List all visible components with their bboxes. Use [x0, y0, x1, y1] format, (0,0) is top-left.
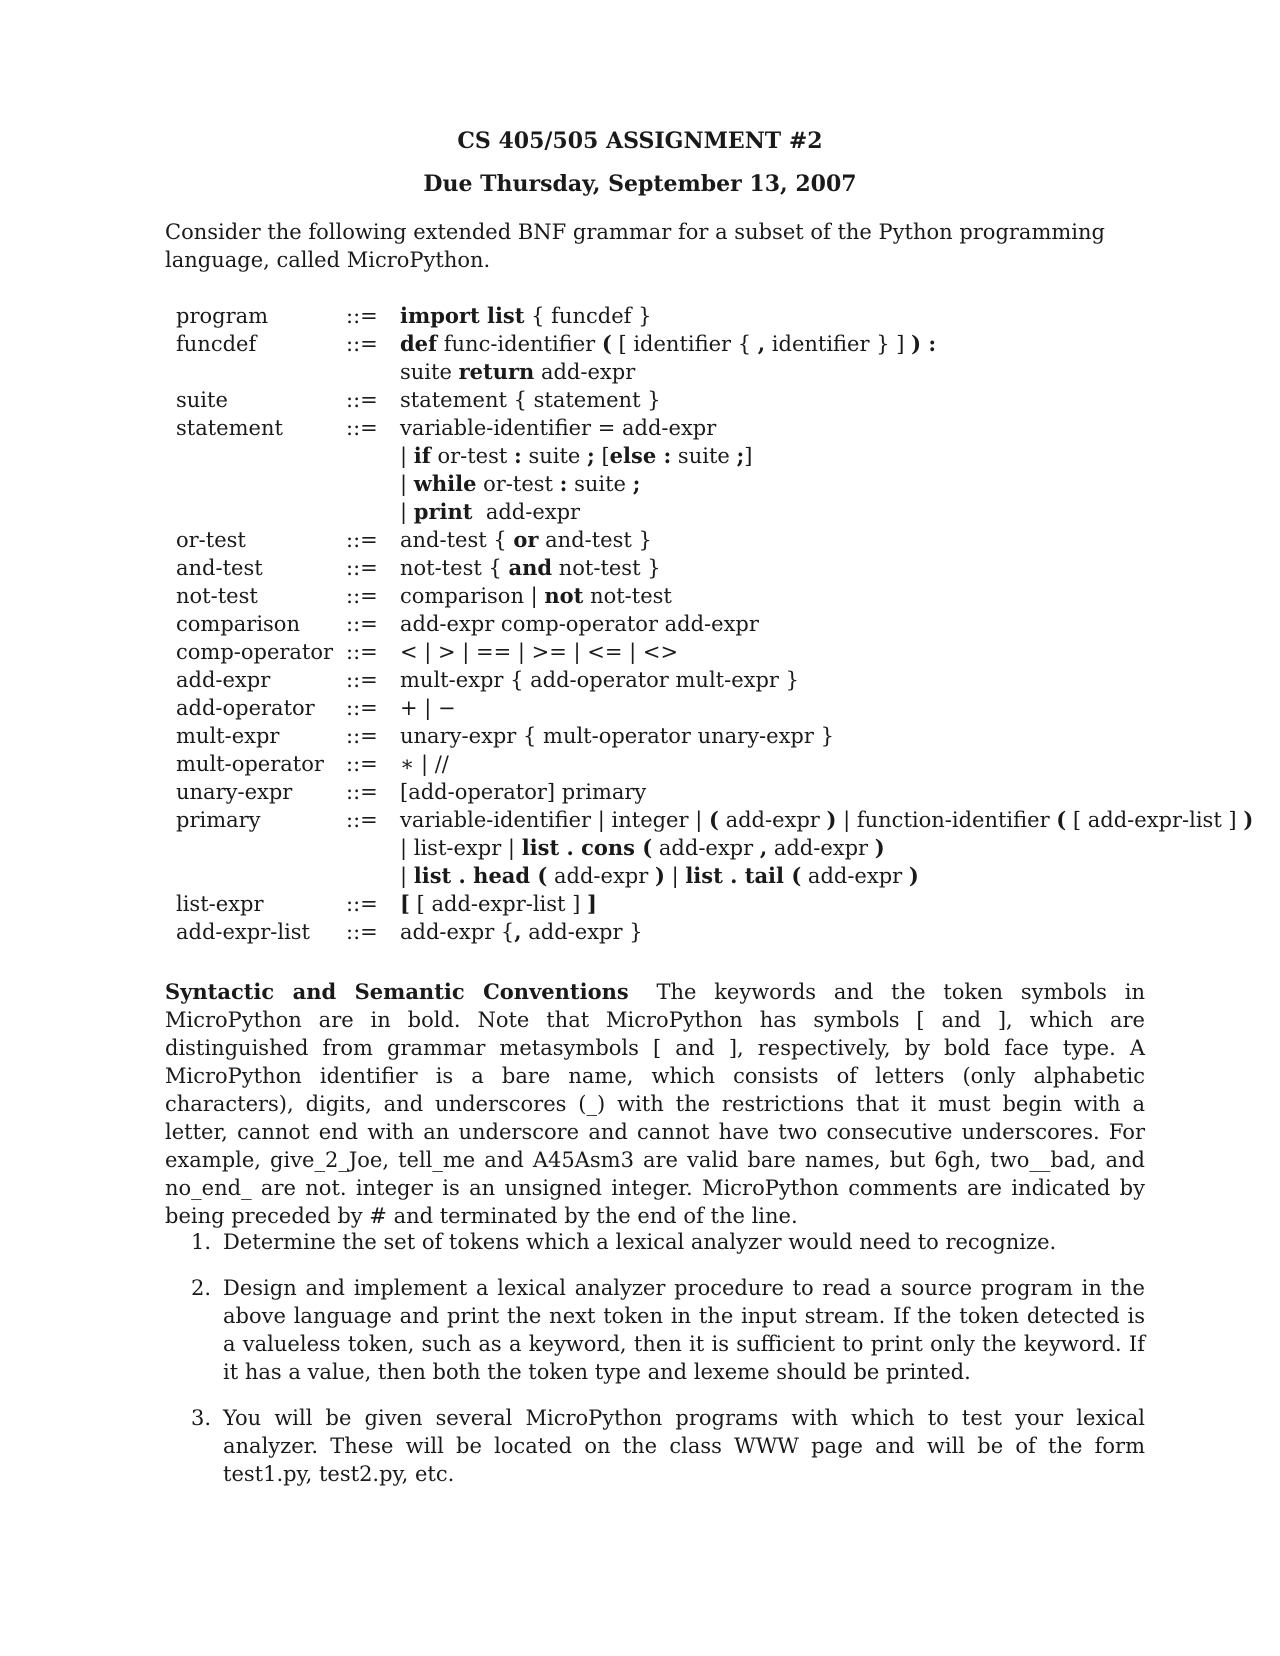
rule-separator: ::= [346, 612, 378, 636]
grammar-rule [176, 806, 1254, 834]
task-item [165, 1274, 1145, 1386]
production-text: add-expr { [400, 920, 515, 944]
rule-nonterminal: program [176, 304, 269, 328]
task-number: 1. [191, 1230, 212, 1254]
grammar-rule [176, 442, 1216, 470]
rule-separator: ::= [346, 304, 378, 328]
rule-separator: ::= [346, 808, 378, 832]
keyword-token: list . cons ( [521, 835, 653, 860]
rule-production [400, 694, 456, 722]
rule-production [400, 778, 646, 806]
grammar-rule [176, 498, 1216, 526]
production-text: [ [594, 444, 610, 468]
production-text: unary-expr { mult-operator unary-expr } [400, 724, 834, 748]
task-text: You will be given several MicroPython programs with which to test your lexical analyzer. These will be located on the class WWW page and will be of the form test1.py, test2.py, etc. [223, 1406, 1145, 1486]
production-text: func-identifier [437, 332, 602, 356]
rule-production [400, 330, 936, 358]
rule-separator: ::= [346, 696, 378, 720]
rule-nonterminal: add-operator [176, 696, 315, 720]
rule-production [400, 386, 661, 414]
grammar-rule [176, 470, 1216, 498]
production-text: not-test } [552, 556, 661, 580]
keyword-token: import list [400, 303, 525, 328]
keyword-token: list . tail ( [685, 863, 802, 888]
production-text: variable-identifier | integer | [400, 808, 709, 832]
keyword-token: [ [400, 891, 410, 916]
production-text: variable-identifier = add-expr [400, 416, 717, 440]
rule-nonterminal: mult-expr [176, 724, 280, 748]
rule-production [400, 890, 597, 918]
production-text: and-test } [538, 528, 652, 552]
rule-nonterminal: statement [176, 416, 283, 440]
rule-production [400, 722, 834, 750]
keyword-token: , [757, 331, 766, 356]
production-text: | [400, 444, 414, 468]
keyword-token: ( [601, 331, 612, 356]
keyword-token: list . head ( [413, 863, 548, 888]
rule-separator: ::= [346, 388, 378, 412]
production-text: or-test [476, 472, 560, 496]
production-text: and-test { [400, 528, 514, 552]
grammar-rule [176, 750, 1216, 778]
grammar-rule [176, 302, 1216, 330]
production-text: ] [744, 444, 753, 468]
keyword-token: ) [826, 807, 837, 832]
conventions-paragraph [165, 978, 1145, 1230]
rule-separator: ::= [346, 920, 378, 944]
keyword-token: while [413, 471, 477, 496]
production-text: add-expr } [521, 920, 643, 944]
rule-separator: ::= [346, 780, 378, 804]
production-text: { funcdef } [524, 304, 652, 328]
rule-production [400, 470, 640, 498]
production-text: add-expr [547, 864, 655, 888]
rule-nonterminal: not-test [176, 584, 258, 608]
production-text: ∗ | // [400, 752, 449, 776]
grammar-rule [176, 582, 1216, 610]
keyword-token: and [508, 555, 553, 580]
rule-separator: ::= [346, 584, 378, 608]
production-text: statement { statement } [400, 388, 661, 412]
grammar-rule [176, 890, 1216, 918]
keyword-token: ( [708, 807, 719, 832]
grammar-rule [176, 834, 1216, 862]
production-text: [ add-expr-list ] [409, 892, 588, 916]
rule-separator: ::= [346, 640, 378, 664]
task-text: Determine the set of tokens which a lexical analyzer would need to recognize. [223, 1230, 1057, 1254]
rule-production [400, 358, 635, 386]
keyword-token: ] [587, 891, 597, 916]
keyword-token: if [413, 443, 431, 468]
rule-nonterminal: list-expr [176, 892, 264, 916]
production-text: < | > | == | >= | <= | <> [400, 640, 679, 664]
production-text: suite [400, 360, 459, 384]
keyword-token: ( [1056, 807, 1067, 832]
rule-nonterminal: add-expr-list [176, 920, 310, 944]
production-text: | [664, 864, 686, 888]
due-date: Due Thursday, September 13, 2007 [423, 171, 857, 197]
task-text: Design and implement a lexical analyzer procedure to read a source program in the above language and print the next token in the input stream. If the token detected is a valueless token, such as a keyword, then it is sufficient to print only the keyword. If it has a value, then both the token type and lexeme should be printed. [223, 1276, 1145, 1384]
rule-production [400, 918, 643, 946]
rule-separator: ::= [346, 416, 378, 440]
keyword-token: def [400, 331, 438, 356]
production-text: add-expr [767, 836, 875, 860]
keyword-token: not [544, 583, 584, 608]
production-text: | function-identifier [836, 808, 1057, 832]
production-text: or-test [430, 444, 514, 468]
rule-nonterminal: or-test [176, 528, 246, 552]
production-text: | [400, 500, 414, 524]
rule-production [400, 498, 580, 526]
rule-separator: ::= [346, 332, 378, 356]
production-text: comparison | [400, 584, 545, 608]
production-text: add-expr [718, 808, 827, 832]
production-text: | [400, 864, 414, 888]
rule-nonterminal: comparison [176, 612, 300, 636]
rule-production [400, 806, 1253, 834]
task-list [165, 1228, 1145, 1506]
rule-production [400, 862, 919, 890]
grammar-rule [176, 694, 1216, 722]
production-text: not-test [583, 584, 672, 608]
intro-paragraph: Consider the following extended BNF grammar for a subset of the Python programming language, called MicroPython. [165, 220, 1105, 272]
rule-production [400, 554, 661, 582]
keyword-token: else : [609, 443, 672, 468]
rule-separator: ::= [346, 528, 378, 552]
grammar-rule [176, 666, 1216, 694]
grammar-rule [176, 330, 1216, 358]
conventions-heading: Syntactic and Semantic Conventions [165, 979, 629, 1004]
keyword-token: ) [654, 863, 665, 888]
rule-separator: ::= [346, 724, 378, 748]
bnf-grammar [176, 302, 1254, 946]
production-text: + | − [400, 696, 456, 720]
keyword-token: return [458, 359, 535, 384]
grammar-rule [176, 722, 1216, 750]
production-text: add-expr [801, 864, 909, 888]
rule-production [400, 414, 716, 442]
keyword-token: ) [874, 835, 885, 860]
rule-production [400, 666, 799, 694]
rule-production [400, 750, 449, 778]
grammar-rule [176, 554, 1216, 582]
keyword-token: : [559, 471, 568, 496]
grammar-rule [176, 610, 1216, 638]
rule-production [400, 610, 759, 638]
rule-nonterminal: and-test [176, 556, 263, 580]
grammar-rule [176, 386, 1216, 414]
rule-nonterminal: mult-operator [176, 752, 324, 776]
keyword-token: or [513, 527, 539, 552]
rule-production [400, 302, 651, 330]
grammar-rule [176, 638, 1216, 666]
production-text: [add-operator] primary [400, 780, 647, 804]
grammar-rule [176, 918, 1216, 946]
keyword-token: print [413, 499, 473, 524]
production-text: [ identifier { [611, 332, 758, 356]
rule-separator: ::= [346, 752, 378, 776]
production-text: add-expr comp-operator add-expr [400, 612, 759, 636]
keyword-token: ; [587, 443, 595, 468]
grammar-rule [176, 358, 1216, 386]
rule-production [400, 582, 672, 610]
grammar-rule [176, 778, 1216, 806]
keyword-token: ) [908, 863, 919, 888]
task-number: 3. [191, 1406, 212, 1430]
production-text: suite [567, 472, 633, 496]
keyword-token: ; [736, 443, 745, 468]
rule-nonterminal: funcdef [176, 332, 257, 356]
production-text: | list-expr | [400, 836, 522, 860]
rule-separator: ::= [346, 892, 378, 916]
keyword-token: , [514, 919, 522, 944]
keyword-token: ) : [911, 331, 937, 356]
grammar-rule [176, 526, 1216, 554]
rule-production [400, 638, 678, 666]
rule-nonterminal: suite [176, 388, 228, 412]
rule-production [400, 442, 752, 470]
rule-nonterminal: comp-operator [176, 640, 334, 664]
production-text: mult-expr { add-operator mult-expr } [400, 668, 799, 692]
task-item [165, 1228, 1145, 1256]
rule-nonterminal: unary-expr [176, 780, 293, 804]
assignment-title: CS 405/505 ASSIGNMENT #2 [457, 128, 823, 154]
rule-separator: ::= [346, 668, 378, 692]
production-text: not-test { [400, 556, 509, 580]
keyword-token: , [759, 835, 768, 860]
rule-nonterminal: add-expr [176, 668, 271, 692]
production-text: identifier } ] [765, 332, 912, 356]
rule-nonterminal: primary [176, 808, 261, 832]
production-text: add-expr [652, 836, 760, 860]
production-text: [ add-expr-list ] [1066, 808, 1244, 832]
task-number: 2. [191, 1276, 212, 1300]
keyword-token: : [514, 443, 522, 468]
grammar-rule [176, 414, 1216, 442]
rule-production [400, 526, 652, 554]
grammar-rule [176, 862, 1216, 890]
keyword-token: ; [632, 471, 641, 496]
rule-separator: ::= [346, 556, 378, 580]
keyword-token: ) [1243, 807, 1254, 832]
conventions-body: The keywords and the token symbols in MicroPython are in bold. Note that MicroPython has symbols [ and ], which are distinguished from grammar metasymbols [ and ], respectively, by bold face type. A MicroPython identifier is a bare name, which consists of letters (only alphabetic characters), digits, and underscores (_) with the restrictions that it must begin with a letter, cannot end with an underscore and cannot have two consecutive underscores. For example, give_2_Joe, tell_me and A45Asm3 are valid bare names, but 6gh, two__bad, and no_end_ are not. integer is an unsigned integer. MicroPython comments are indicated by being preceded by # and terminated by the end of the line. [165, 980, 1145, 1228]
production-text: suite [671, 444, 737, 468]
production-text: add-expr [472, 500, 581, 524]
rule-production [400, 834, 885, 862]
production-text: add-expr [534, 360, 636, 384]
task-item [165, 1404, 1145, 1488]
production-text: | [400, 472, 414, 496]
production-text: suite [521, 444, 588, 468]
